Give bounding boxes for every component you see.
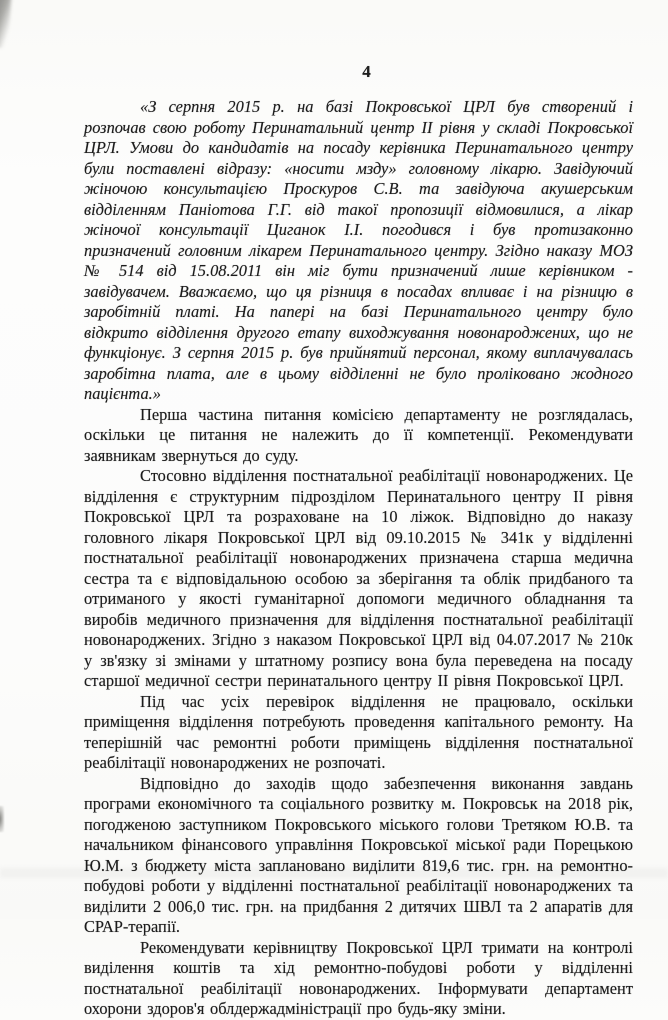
paragraph-budget-allocation: Відповідно до заходів щодо забезпечення виконання завдань програми економічного та соціального розвитку м. Покровськ на 2018 рік, погодженою заступником Покровського міського голови Третяком Ю.В. та начальником фінансового управління Покровської міської ради Порецькою Ю.М. з бюджету міста заплановано виділити 819,6 тис. грн. на ремонтно-побудові роботи у відділенні постнатальної реабілітації новонароджених та виділити 2 006,0 тис. грн. на придбання 2 дитячих ШВЛ та 2 апаратів для СРАР-терапії. <box>84 773 633 936</box>
document-content <box>84 97 633 1020</box>
scan-artifact-top-left <box>0 0 12 48</box>
paragraph-inspection-findings: Під час усіх перевірок відділення не працювало, оскільки приміщення відділення потребують проведення капітального ремонту. На теперішній час ремонтні роботи приміщень відділення постнатальної реабілітації новонароджених не розпочаті. <box>84 691 633 772</box>
paragraph-quoted-complaint: «З серпня 2015 р. на базі Покровської ЦРЛ був створений і розпочав свою роботу Перинатальний центр II рівня у складі Покровської ЦРЛ. Умови до кандидатів на посаду керівника Перинатального центру були поставлені відразу: «носити мзду» головному лікарю. Завідуючий жіночою консультацією Проскуров С.В. та завідуюча акушерським відділенням Паніотова Г.Г. від такої пропозиції відмовилися, а лікар жіночої консультації Циганок І.І. погодився і був протизаконно призначений головним лікарем Перинатального центру. Згідно наказу МОЗ № 514 від 15.08.2011 він міг бути призначений лише керівником - завідувачем. Вважаємо, що ця різниця в посадах впливає і на різницю в заробітній платі. На папері на базі Перинатального центру було відкрито відділення другого етапу виходжування новонароджених, що не функціонує. З серпня 2015 р. був прийнятий персонал, якому виплачувалась заробітна плата, але в цьому відділенні не було проліковано жодного пацієнта.» <box>84 97 633 403</box>
page-number: 4 <box>362 62 372 81</box>
paragraph-commission-response: Перша частина питання комісією департаменту не розглядалась, оскільки це питання не належить до її компетенції. Рекомендувати заявникам звернуться до суду. <box>84 404 633 465</box>
paragraph-postnatal-unit-details: Стосовно відділення постнатальної реабілітації новонароджених. Це відділення є структурним підрозділом Перинатального центру II рівня Покровської ЦРЛ та розраховане на 10 ліжок. Відповідно до наказу головного лікаря Покровської ЦРЛ від 09.10.2015 № 341к у відділенні постнатальної реабілітації новонароджених призначена старша медична сестра та є відповідальною особою за зберігання та облік придбаного та отриманого у якості гуманітарної допомоги медичного обладнання та виробів медичного призначення для відділення постнатальної реабілітації новонароджених. Згідно з наказом Покровської ЦРЛ від 04.07.2017 № 210к у зв'язку зі змінами у штатному розпису вона була переведена на посаду старшої медичної сестри перинатального центру II рівня Покровської ЦРЛ. <box>84 466 633 690</box>
paragraph-recommendation: Рекомендувати керівництву Покровської ЦРЛ тримати на контролі виділення коштів та хід ремонтно-побудові роботи у відділенні постнатальної реабілітації новонароджених. Інформувати департамент охорони здоров'я облдержадміністрації про будь-яку зміни. <box>84 937 633 1018</box>
scan-artifact-left-edge <box>0 806 4 832</box>
